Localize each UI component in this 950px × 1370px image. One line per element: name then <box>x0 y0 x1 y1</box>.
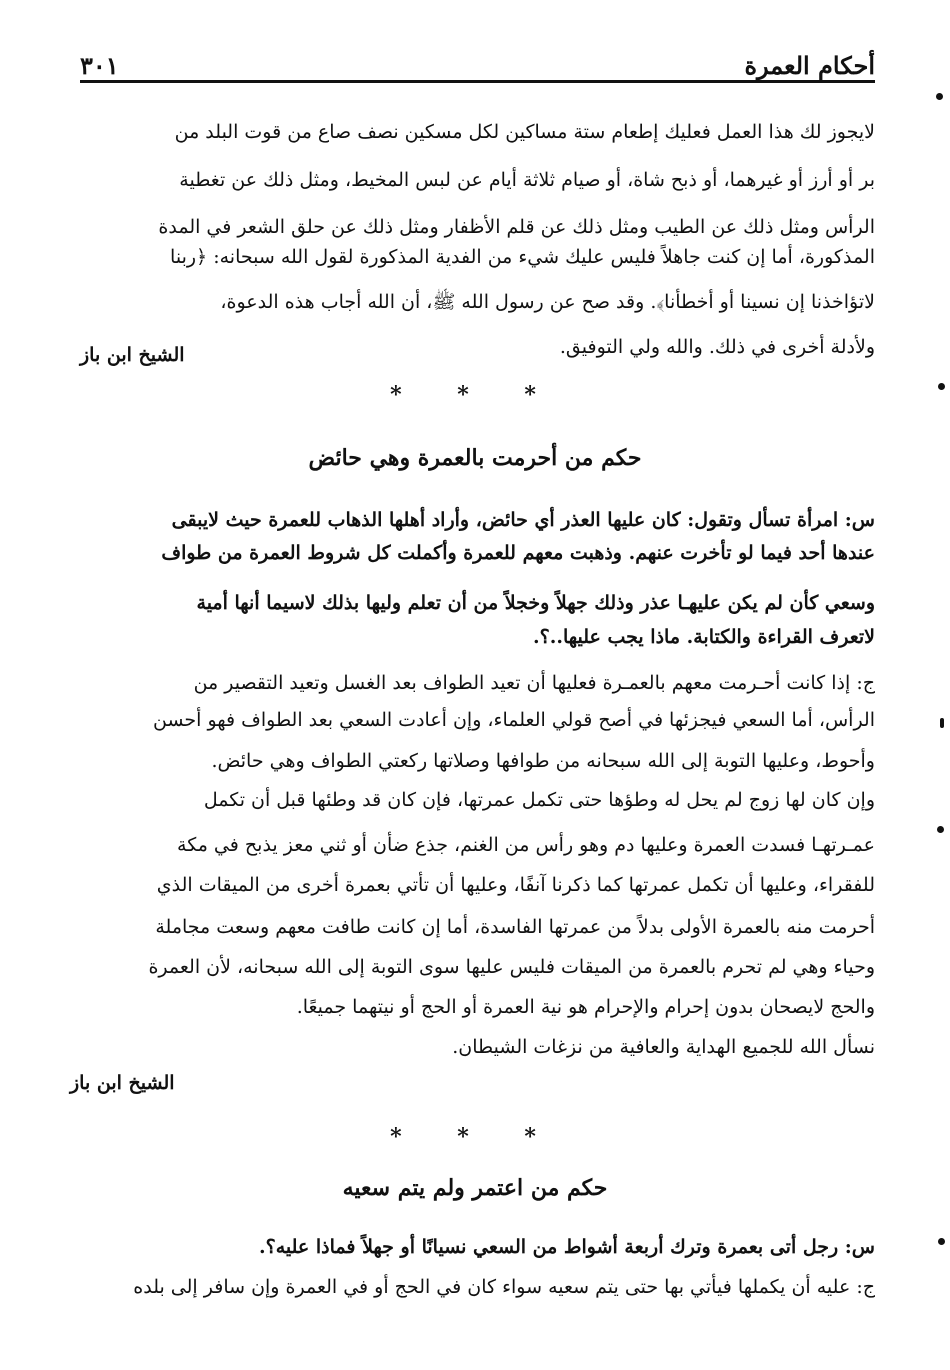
answer-line: وإن كان لها زوج لم يحل له وطؤها حتى تكمل عمرتها، فإن كان قد وطئها قبل أن تكمل <box>203 789 875 811</box>
answer-line: عمـرتهـا فسدت العمرة وعليها دم وهو رأس من الغنم، جذع ضأن أو ثني معز يذبح في مكة <box>177 834 875 856</box>
separator-stars: * * * <box>390 382 560 408</box>
answer-line: وحياء وهي لم تحرم بالعمرة من الميقات فليس عليها سوى التوبة إلى الله سبحانه، لأن العمرة <box>148 956 875 978</box>
text-line: الرأس ومثل ذلك عن الطيب ومثل ذلك عن قلم الأظفار ومثل ذلك عن حلق الشعر في المدة <box>158 216 875 238</box>
answer-line: ج: إذا كانت أحـرمت معهم بالعمـرة فعليها أن تعيد الطواف بعد الغسل وتعيد التقصير من <box>193 672 875 694</box>
running-title: أحكام العمرة <box>744 51 875 80</box>
margin-mark <box>938 1238 945 1245</box>
signature: الشيخ ابن باز <box>80 344 185 366</box>
question-line: عندها أحد فيما لو تأخرت عنهم. وذهبت معهم للعمرة وأكملت كل شروط العمرة من طواف <box>161 542 875 564</box>
margin-mark <box>938 383 945 390</box>
section-heading: حكم من أحرمت بالعمرة وهي حائض <box>308 445 642 471</box>
margin-mark <box>940 718 944 728</box>
page-header <box>80 40 875 83</box>
answer-line: نسأل الله للجميع الهداية والعافية من نزغات الشيطان. <box>452 1036 875 1058</box>
margin-mark <box>936 93 943 100</box>
answer-line: أحرمت منه بالعمرة الأولى بدلاً من عمرتها الفاسدة، أما إن كانت طافت معهم وسعت مجاملة <box>155 916 875 938</box>
page-number: ٣٠١ <box>80 51 119 80</box>
margin-mark <box>937 826 944 833</box>
answer-line: للفقراء، وعليها أن تكمل عمرتها كما ذكرنا آنفًا، وعليها أن تأتي بعمرة أخرى من الميقات الذي <box>156 874 875 896</box>
signature: الشيخ ابن باز <box>70 1072 175 1094</box>
separator-stars: * * * <box>390 1124 560 1150</box>
text-line: لايجوز لك هذا العمل فعليك إطعام ستة مساكين لكل مسكين نصف صاع من قوت البلد من <box>174 121 875 143</box>
answer-line: والحج لايصحان بدون إحرام والإحرام هو نية العمرة أو الحج أو نيتهما جميعًا. <box>296 996 875 1018</box>
question-line: س: امرأة تسأل وتقول: كان عليها العذر أي حائض، وأراد أهلها الذهاب للعمرة حيث لايبقى <box>171 509 875 531</box>
answer-line: الرأس، أما السعي فيجزئها في أصح قولي العلماء، وإن أعادت السعي بعد الطواف فهو أحسن <box>153 709 875 731</box>
text-line: المذكورة، أما إن كنت جاهلاً فليس عليك شيء من الفدية المذكورة لقول الله سبحانه: ﴿ربنا <box>170 246 875 268</box>
question-line: لاتعرف القراءة والكتابة. ماذا يجب عليها..؟. <box>533 626 875 648</box>
question-line: س: رجل أتى بعمرة وترك أربعة أشواط من السعي نسيانًا أو جهلاً فماذا عليه؟. <box>259 1236 875 1258</box>
answer-line: وأحوط، وعليها التوبة إلى الله سبحانه من طوافها وصلاتها ركعتي الطواف وهي حائض. <box>211 750 875 772</box>
text-line: ولأدلة أخرى في ذلك. والله ولي التوفيق. <box>559 336 875 358</box>
text-line: بر أو أرز أو غيرهما، أو ذبح شاة، أو صيام ثلاثة أيام عن لبس المخيط، ومثل ذلك عن تغطية <box>179 169 875 191</box>
text-line: لاتؤاخذنا إن نسينا أو أخطأنا﴾. وقد صح عن رسول الله ﷺ، أن الله أجاب هذه الدعوة، <box>220 291 875 313</box>
section-heading: حكم من اعتمر ولم يتم سعيه <box>342 1175 608 1201</box>
question-line: وسعي كأن لم يكن عليهـا عذر وذلك جهلاً وخجلاً من أن تعلم وليها بذلك لاسيما أنها أمية <box>196 592 875 614</box>
answer-line: ج: عليه أن يكملها فيأتي بها حتى يتم سعيه سواء كان في الحج أو في العمرة وإن سافر إلى بلده <box>133 1276 875 1298</box>
